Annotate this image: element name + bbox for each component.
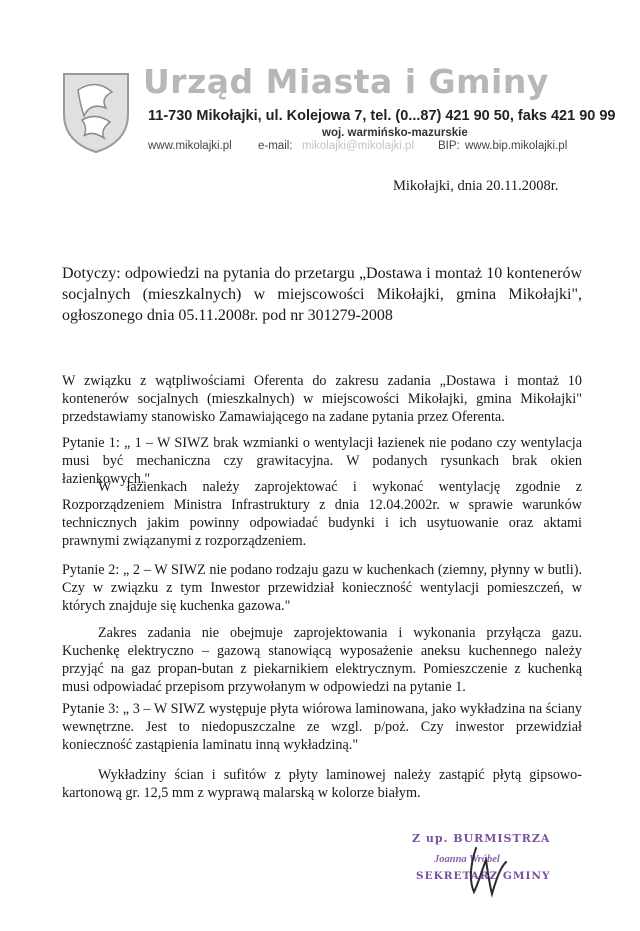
office-region: woj. warmińsko-mazurskie xyxy=(322,127,468,139)
office-address: 11-730 Mikołajki, ul. Kolejowa 7, tel. (0...87) 421 90 50, faks 421 90 99 xyxy=(148,108,616,124)
question-2: Pytanie 2: „ 2 – W SIWZ nie podano rodzaju gazu w kuchenkach (ziemny, płynny w butli). Czy w związku z tym Inwestor przewidział konieczność wentylacji pomieszczeń, w których znajduje się kuchenka gazowa." xyxy=(62,562,582,614)
stamp-title: SEKRETARZ GMINY xyxy=(416,870,551,882)
answer-3: Wykładziny ścian i sufitów z płyty laminowej należy zastąpić płytą gipsowo-kartonową gr. 12,5 mm z wyprawą malarską w kolorze białym. xyxy=(62,767,582,801)
question-1: Pytanie 1: „ 1 – W SIWZ brak wzmianki o wentylacji łazienek nie podano czy wentylacja musi być mechaniczna czy grawitacyjna. W podanych rysunkach brak okien łazienkowych." xyxy=(62,435,582,487)
email-label: e-mail: xyxy=(258,140,293,152)
signature-stamp xyxy=(412,832,562,902)
fish-crest-icon xyxy=(60,68,132,154)
answer-1: W łazienkach należy zaprojektować i wykonać wentylację zgodnie z Rozporządzeniem Ministra Infrastruktury z dnia 12.04.2002r. w sprawie warunków technicznych jakim powinny odpowiadać budynki i ich usytuowanie oraz aktami prawnymi związanymi z rozporządzeniem. xyxy=(62,479,582,549)
stamp-authority: Z up. BURMISTRZA xyxy=(412,832,551,845)
office-title: Urząd Miasta i Gminy xyxy=(143,62,549,101)
bip-link[interactable]: www.bip.mikolajki.pl xyxy=(465,140,568,152)
letterhead xyxy=(60,58,616,163)
stamp-name: Joanna Wróbel xyxy=(434,854,500,865)
letter-subject: Dotyczy: odpowiedzi na pytania do przetargu „Dostawa i montaż 10 kontenerów socjalnych (mieszkalnych) w miejscowości Mikołajki, gmina Mikołajki", ogłoszonego dnia 05.11.2008r. pod nr 301279-2008 xyxy=(62,265,582,324)
email-link[interactable]: mikolajki@mikolajki.pl xyxy=(302,140,415,152)
bip-label: BIP: xyxy=(438,140,460,152)
answer-2: Zakres zadania nie obejmuje zaprojektowania i wykonania przyłącza gazu. Kuchenkę elektryczno – gazową stanowiącą wyposażenie aneksu kuchennego należy przyjąć na gaz propan-butan z piekarnikiem elektrycznym. Pomieszczenie z kuchenką musi odpowiadać przepisom przywołanym w odpowiedzi na pytanie 1. xyxy=(62,625,582,695)
question-3: Pytanie 3: „ 3 – W SIWZ występuje płyta wiórowa laminowana, jako wykładzina na ściany wewnętrzne. Jest to niedopuszczalne ze wzgl. p/poż. Czy inwestor przewidział konieczność zastąpienia laminatu inną wykładziną." xyxy=(62,701,582,753)
letter-date: Mikołajki, dnia 20.11.2008r. xyxy=(393,178,559,194)
intro-paragraph: W związku z wątpliwościami Oferenta do zakresu zadania „Dostawa i montaż 10 kontenerów socjalnych (mieszkalnych) w miejscowości Mikołajki, gmina Mikołajki" przedstawiamy stanowisko Zamawiającego na zadane pytania przez Oferenta. xyxy=(62,373,582,425)
website-link[interactable]: www.mikolajki.pl xyxy=(148,140,232,152)
handwritten-signature xyxy=(462,840,522,900)
